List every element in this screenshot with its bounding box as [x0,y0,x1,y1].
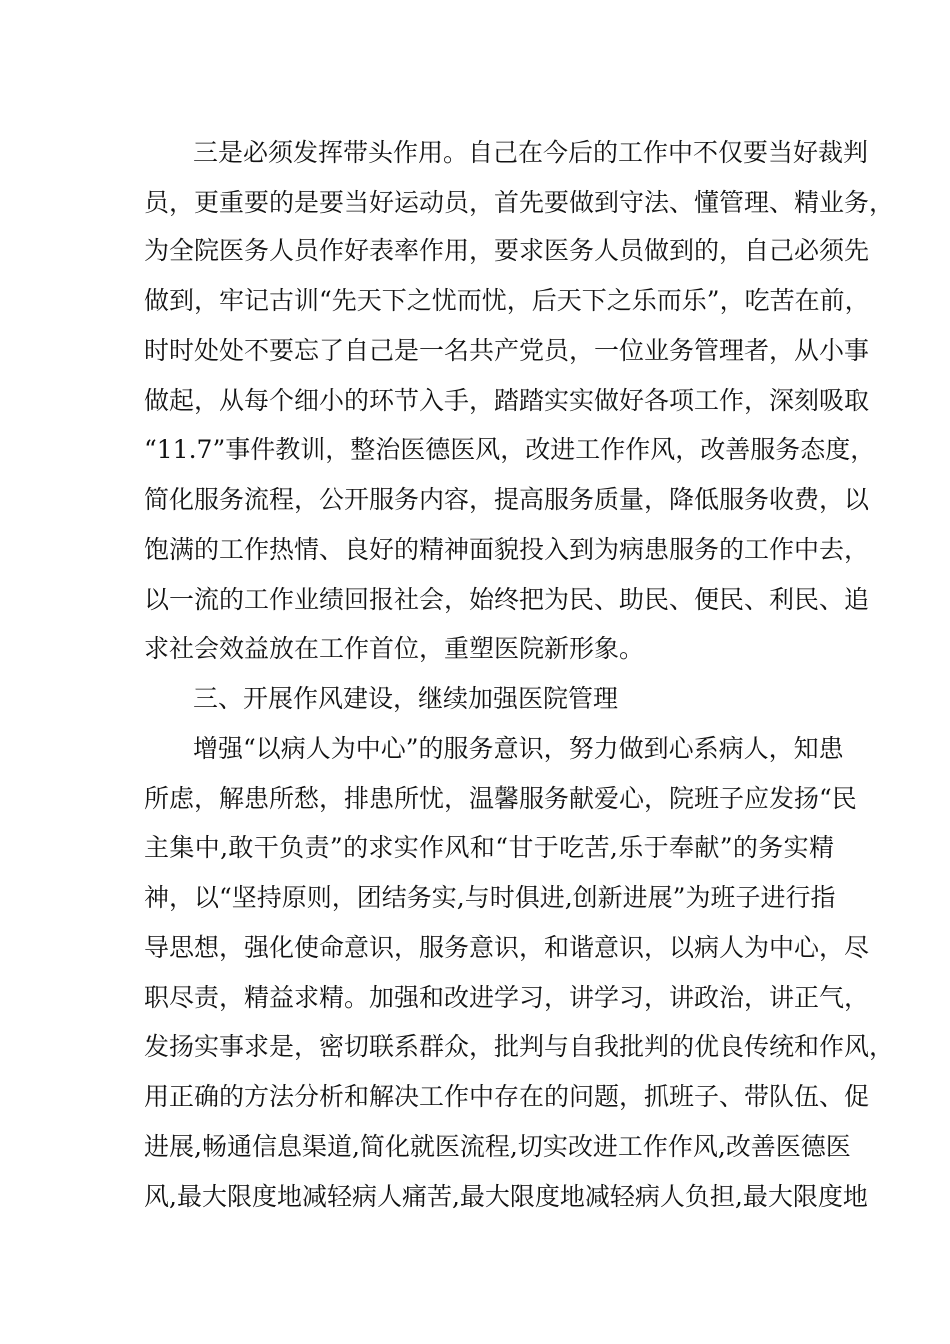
paragraph-line: 用正确的方法分析和解决工作中存在的问题，抓班子、带队伍、促 [144,1082,870,1111]
paragraph-line: 主集中,敢干负责”的求实作风和“甘于吃苦,乐于奉献”的务实精 [144,833,834,862]
paragraph-line: “11.7”事件教训，整治医德医风，改进工作作风，改善服务态度， [144,435,876,464]
paragraph-line: 做到，牢记古训“先天下之忧而忧，后天下之乐而乐”，吃苦在前， [144,286,870,315]
paragraph-line: 职尽责，精益求精。加强和改进学习，讲学习，讲政治，讲正气， [144,983,870,1012]
paragraph-line: 为全院医务人员作好表率作用，要求医务人员做到的，自己必须先 [144,236,870,265]
paragraph-line: 三是必须发挥带头作用。自己在今后的工作中不仅要当好裁判 [193,138,869,167]
paragraph-line: 做起，从每个细小的环节入手，踏踏实实做好各项工作，深刻吸取 [144,386,870,415]
paragraph-line: 神，以“坚持原则，团结务实,与时俱进,创新进展”为班子进行指 [144,883,836,912]
section-heading: 三、开展作风建设，继续加强医院管理 [193,684,619,713]
paragraph-line: 导思想，强化使命意识，服务意识，和谐意识，以病人为中心，尽 [144,933,870,962]
paragraph-line: 员，更重要的是要当好运动员，首先要做到守法、懂管理、精业务， [144,188,895,217]
paragraph-line: 风,最大限度地减轻病人痛苦,最大限度地减轻病人负担,最大限度地 [144,1182,868,1211]
paragraph-line: 饱满的工作热情、良好的精神面貌投入到为病患服务的工作中去， [144,535,870,564]
paragraph-line: 简化服务流程，公开服务内容，提高服务质量，降低服务收费，以 [144,485,870,514]
paragraph-line: 增强“以病人为中心”的服务意识，努力做到心系病人，知患 [193,734,844,763]
paragraph-line: 所虑，解患所愁，排患所忧，温馨服务献爱心，院班子应发扬“民 [144,784,857,813]
paragraph-line: 时时处处不要忘了自己是一名共产党员，一位业务管理者，从小事 [144,336,870,365]
paragraph-line: 发扬实事求是，密切联系群众，批判与自我批判的优良传统和作风， [144,1032,895,1061]
paragraph-line: 求社会效益放在工作首位，重塑医院新形象。 [144,634,645,663]
paragraph-line: 以一流的工作业绩回报社会，始终把为民、助民、便民、利民、追 [144,585,870,614]
paragraph-line: 进展,畅通信息渠道,简化就医流程,切实改进工作作风,改善医德医 [144,1132,851,1161]
